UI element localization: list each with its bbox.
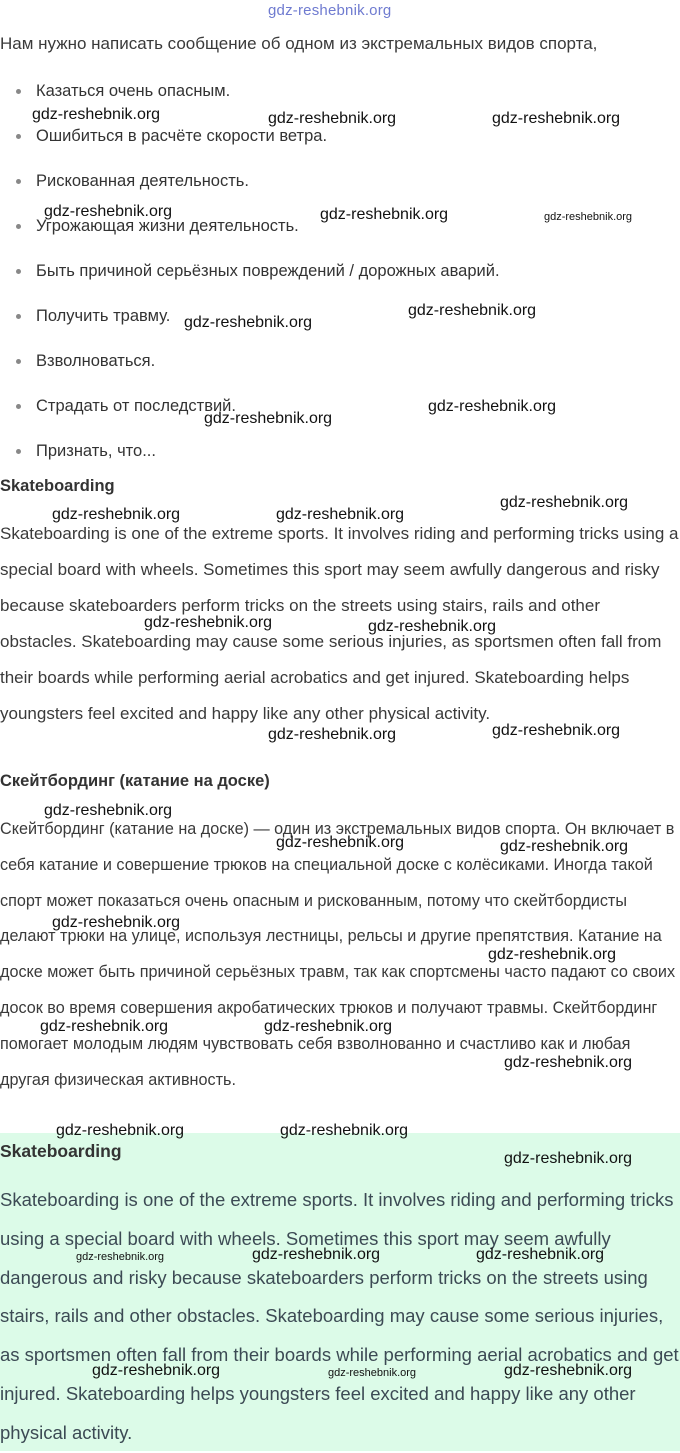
watermark: gdz-reshebnik.org	[40, 1018, 169, 1035]
watermark: gdz-reshebnik.org	[76, 1251, 165, 1263]
bullet-icon	[16, 359, 21, 364]
bullet-icon	[16, 404, 21, 409]
watermark: gdz-reshebnik.org	[492, 110, 621, 127]
bullet-icon	[16, 449, 21, 454]
watermark: gdz-reshebnik.org	[52, 506, 181, 523]
bullet-icon	[16, 224, 21, 229]
list-item-text: Страдать от последствий.	[36, 397, 236, 415]
watermark: gdz-reshebnik.org	[264, 1018, 393, 1035]
russian-paragraph: Скейтбординг (катание на доске) — один из экстремальных видов спорта. Он включает в себя катание и совершение трюков на специальной доске с колёсиками. Иногда такой спорт может показаться очень опасным и рискованным, потому что скейтбордисты делают трюки на улице, используя лестницы, рельсы и другие препятствия. Катание на доске может быть причиной серьёзных травм, так как спортсмены часто падают со своих досок во время совершения акробатических трюков и получают травмы. Скейтбординг помогает молодым людям чувствовать себя взволнованно и счастливо как и любая другая физическая активность.	[0, 820, 676, 1089]
watermark: gdz-reshebnik.org	[268, 110, 397, 127]
bullet-icon	[16, 314, 21, 319]
list-item	[0, 258, 680, 303]
watermark: gdz-reshebnik.org	[44, 802, 173, 819]
list-item-text: Признать, что...	[36, 442, 156, 460]
watermark: gdz-reshebnik.org	[204, 410, 333, 427]
bullet-icon	[16, 89, 21, 94]
watermark: gdz-reshebnik.org	[52, 914, 181, 931]
watermark: gdz-reshebnik.org	[504, 1150, 633, 1167]
bullet-icon	[16, 269, 21, 274]
russian-heading: Скейтбординг (катание на доске)	[0, 772, 270, 790]
list-item-text: Быть причиной серьёзных повреждений / дорожных аварий.	[36, 262, 500, 280]
watermark: gdz-reshebnik.org	[144, 614, 273, 631]
list-item-text: Получить травму.	[36, 307, 171, 325]
watermark: gdz-reshebnik.org	[500, 494, 629, 511]
watermark: gdz-reshebnik.org	[268, 726, 397, 743]
watermark: gdz-reshebnik.org	[500, 838, 629, 855]
watermark: gdz-reshebnik.org	[92, 1362, 221, 1379]
list-item-text: Взволноваться.	[36, 352, 156, 370]
watermark: gdz-reshebnik.org	[44, 203, 173, 220]
watermark: gdz-reshebnik.org	[276, 834, 405, 851]
watermark: gdz-reshebnik.org	[408, 302, 537, 319]
site-title[interactable]: gdz-reshebnik.org	[268, 2, 392, 19]
answer-block	[0, 1133, 680, 1451]
list-item	[0, 348, 680, 393]
watermark: gdz-reshebnik.org	[276, 506, 405, 523]
answer-heading: Skateboarding	[0, 1141, 122, 1161]
watermark: gdz-reshebnik.org	[476, 1246, 605, 1263]
watermark: gdz-reshebnik.org	[184, 314, 313, 331]
watermark: gdz-reshebnik.org	[320, 206, 449, 223]
list-item	[0, 303, 680, 348]
answer-paragraph: Skateboarding is one of the extreme sports. It involves riding and performing tricks using a special board with wheels. Sometimes this sport may seem awfully dangerous and risky because skateboarders perform tricks on the streets using stairs, rails and other obstacles. Skateboarding may cause some serious injuries, as sportsmen often fall from their boards while performing aerial acrobatics and get injured. Skateboarding helps youngsters feel excited and happy like any other physical activity.	[0, 1189, 679, 1443]
list-item-text: Угрожающая жизни деятельность.	[36, 217, 299, 235]
watermark: gdz-reshebnik.org	[488, 946, 617, 963]
bullet-icon	[16, 179, 21, 184]
watermark: gdz-reshebnik.org	[492, 722, 621, 739]
list-item	[0, 123, 680, 168]
english-heading: Skateboarding	[0, 477, 115, 495]
english-paragraph: Skateboarding is one of the extreme sports. It involves riding and performing tricks using a special board with wheels. Sometimes this sport may seem awfully dangerous and risky because skateboarders perform tricks on the streets using stairs, rails and other obstacles. Skateboarding may cause some serious injuries, as sportsmen often fall from their boards while performing aerial acrobatics and get injured. Skateboarding helps youngsters feel excited and happy like any other physical activity.	[0, 524, 679, 723]
phrase-list	[0, 78, 680, 483]
watermark: gdz-reshebnik.org	[544, 211, 633, 223]
watermark: gdz-reshebnik.org	[56, 1122, 185, 1139]
bullet-icon	[16, 134, 21, 139]
list-item	[0, 393, 680, 438]
intro-text: Нам нужно написать сообщение об одном из экстремальных видов спорта,	[0, 34, 598, 53]
watermark: gdz-reshebnik.org	[328, 1367, 417, 1379]
watermark: gdz-reshebnik.org	[428, 398, 557, 415]
list-item-text: Рискованная деятельность.	[36, 172, 249, 190]
watermark: gdz-reshebnik.org	[368, 618, 497, 635]
watermark: gdz-reshebnik.org	[32, 106, 161, 123]
list-item-text: Казаться очень опасным.	[36, 82, 231, 100]
watermark: gdz-reshebnik.org	[280, 1122, 409, 1139]
clipped-text-line	[0, 64, 680, 70]
watermark: gdz-reshebnik.org	[504, 1362, 633, 1379]
watermark: gdz-reshebnik.org	[504, 1054, 633, 1071]
watermark: gdz-reshebnik.org	[252, 1246, 381, 1263]
list-item-text: Ошибиться в расчёте скорости ветра.	[36, 127, 328, 145]
